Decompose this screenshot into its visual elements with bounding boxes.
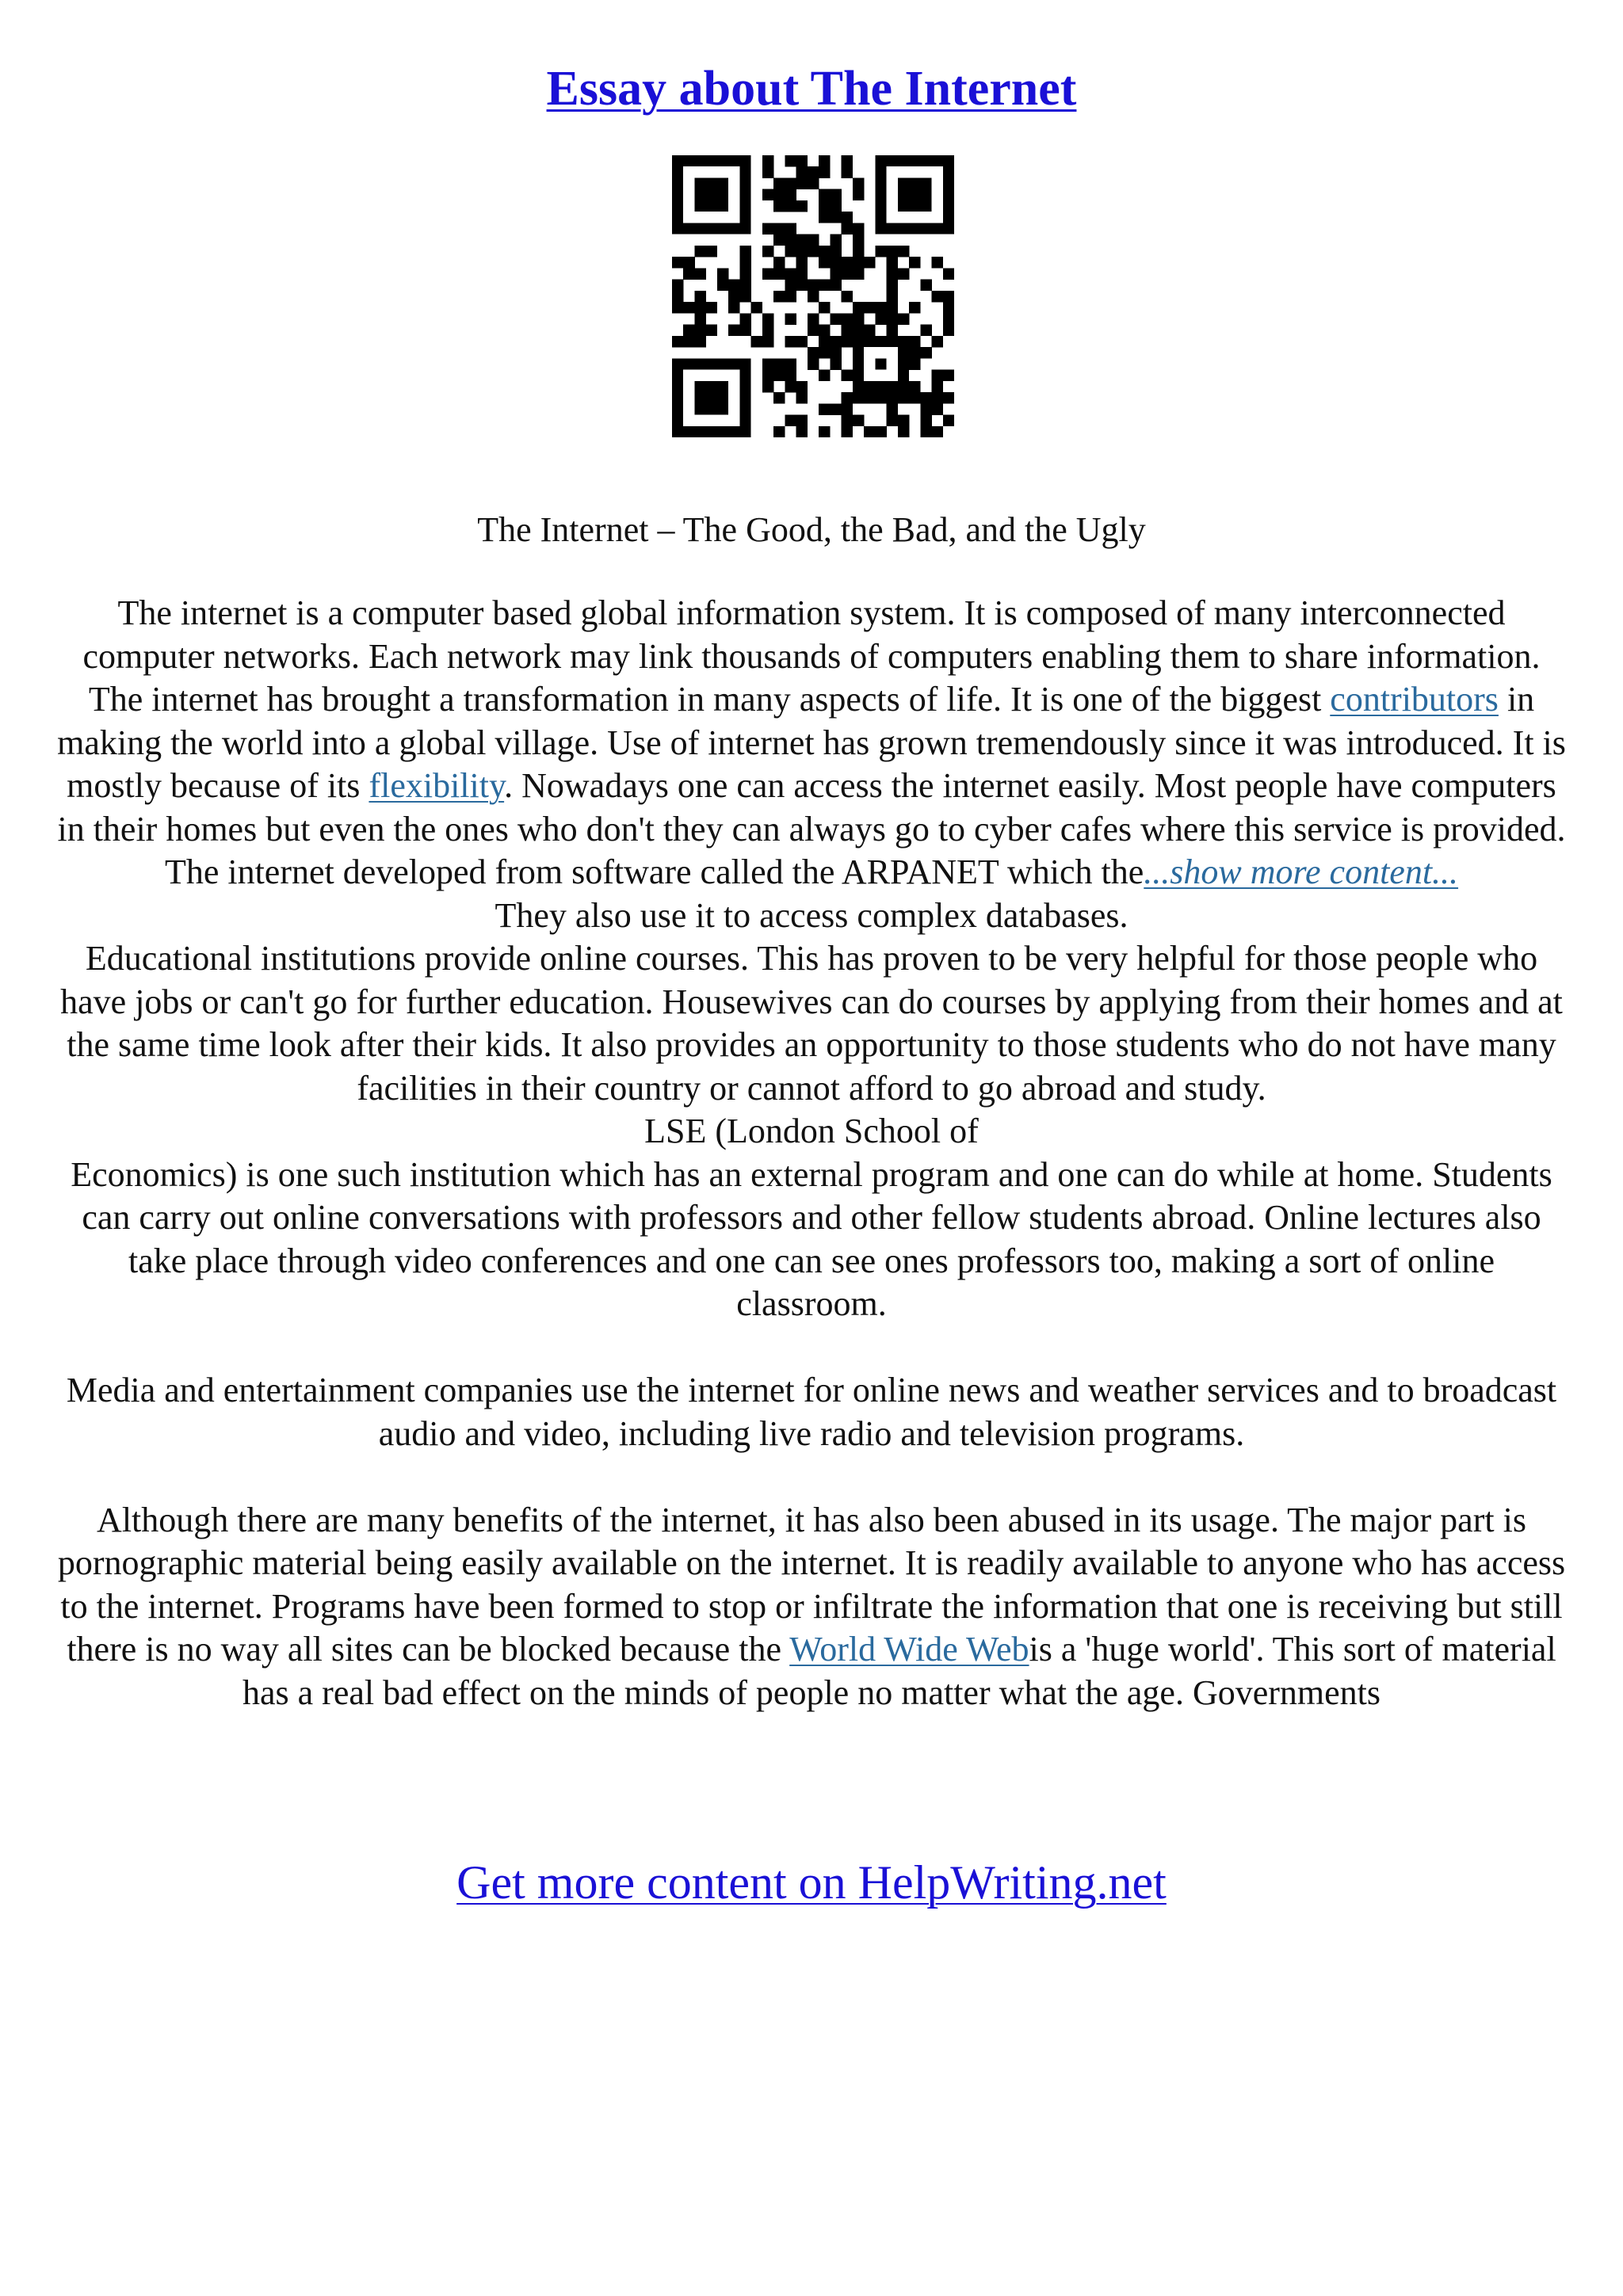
paragraph-intro: [55, 592, 1568, 894]
paragraph-lse-line: LSE (London School of: [644, 1112, 979, 1150]
title-link[interactable]: Essay about The Internet: [546, 62, 1077, 116]
helpwriting-link[interactable]: Get more content on HelpWriting.net: [456, 1856, 1167, 1909]
document-title: [0, 57, 1623, 120]
paragraph-gap: [55, 1455, 1568, 1499]
essay-body: [55, 592, 1568, 1714]
flexibility-link[interactable]: flexibility: [369, 766, 505, 805]
paragraph-gap: [55, 1326, 1568, 1370]
footer: [0, 1851, 1623, 1914]
paragraph-abuse: [55, 1499, 1568, 1715]
contributors-link[interactable]: contributors: [1330, 680, 1499, 719]
text-run: Although there are many benefits of the internet, it has also been abused in its usage. The major part is pornographic material being easily available on the internet. It is readily available to anyone who has access to the internet. Programs have been formed to stop or infiltrate the information that one is receiving but still there is no way all sites can be blocked because the: [57, 1500, 1566, 1669]
paragraph-education: Educational institutions provide online courses. This has proven to be very helpful for those people who have jobs or can't go for further education. Housewives can do courses by applying from their homes and at the same time look after their kids. It also provides an opportunity to those students who do not have many facilities in their country or cannot afford to go abroad and study.: [60, 939, 1563, 1108]
world-wide-web-link[interactable]: World Wide Web: [789, 1630, 1029, 1669]
paragraph-lse: Economics) is one such institution which has an external program and one can do while at home. Students can carry out online conversations with professors and other fellow students abroad. Online lectures also take place through video conferences and one can see ones professors too, making a sort of online classroom.: [71, 1154, 1552, 1323]
essay-subtitle: The Internet – The Good, the Bad, and the Ugly: [477, 510, 1146, 549]
text-run: is a 'huge world'. This sort of material has a real bad effect on the minds of people no matter what the age. Governments: [242, 1630, 1556, 1712]
text-run: . Nowadays one can access the internet easily. Most people have computers in their homes but even the ones who don't they can always go to cyber cafes where this service is provided. The internet developed from software called the ARPANET which the: [57, 766, 1566, 891]
qr-code-graphic: [672, 155, 954, 437]
show-more-link[interactable]: ...show more content...: [1144, 852, 1459, 891]
paragraph-databases: They also use it to access complex databases.: [495, 895, 1128, 935]
qr-code-icon: [672, 155, 954, 437]
paragraph-media: Media and entertainment companies use the internet for online news and weather services and to broadcast audio and video, including live radio and television programs.: [66, 1371, 1557, 1453]
text-run: The internet is a computer based global information system. It is composed of many interconnected computer networks. Each network may link thousands of computers enabling them to share information. The internet has brought a transformation in many aspects of life. It is one of the biggest: [82, 593, 1541, 719]
text-run: in making the world into a global village. Use of internet has grown tremendously since it was introduced. It is mostly because of its: [57, 680, 1566, 805]
